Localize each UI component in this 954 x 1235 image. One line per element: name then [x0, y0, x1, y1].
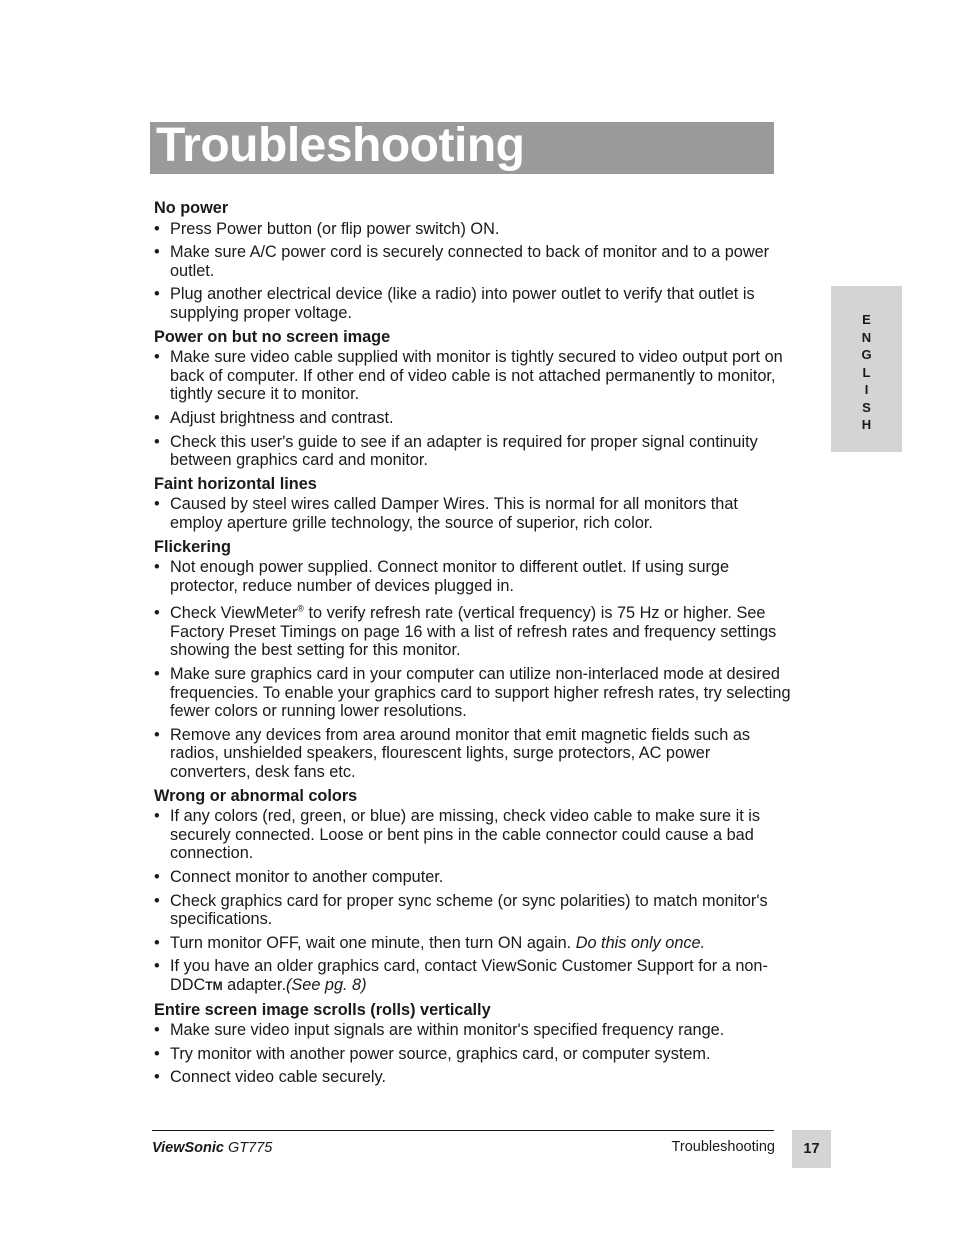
section-faint-lines — [154, 475, 794, 533]
section-heading: Entire screen image scrolls (rolls) vertically — [154, 1000, 491, 1019]
bullet-text: adapter. — [222, 975, 286, 994]
bullet-item — [154, 604, 794, 660]
section-heading: Faint horizontal lines — [154, 474, 317, 493]
bullet-item: • Connect monitor to another computer. — [154, 868, 794, 887]
bullet-item: • Adjust brightness and contrast. — [154, 409, 794, 428]
bullet-item: • Caused by steel wires called Damper Wires. This is normal for all monitors that employ aperture grille technology, the source of superior, rich color. — [154, 495, 794, 532]
bullet-item: • Press Power button (or flip power switch) ON. — [154, 220, 794, 239]
bullet-list — [154, 558, 794, 782]
bullet-item: • Plug another electrical device (like a radio) into power outlet to verify that outlet is supplying proper voltage. — [154, 285, 794, 322]
model-name: GT775 — [228, 1140, 273, 1156]
language-letter: G — [861, 347, 872, 362]
section-flickering — [154, 538, 794, 782]
bullet-text: Check ViewMeter — [170, 604, 298, 623]
bullet-text: Turn monitor OFF, wait one minute, then turn ON again. — [170, 933, 576, 952]
bullet-item: • Check this user's guide to see if an adapter is required for proper signal continuity between graphics card and monitor. — [154, 433, 794, 470]
bullet-item: • Connect video cable securely. — [154, 1068, 794, 1087]
section-wrong-colors — [154, 787, 794, 996]
language-letter: I — [864, 382, 869, 397]
bullet-item: • If any colors (red, green, or blue) are missing, check video cable to make sure it is securely connected. Loose or bent pins in the cable connector could cause a bad connection. — [154, 807, 794, 863]
language-tab-label — [831, 311, 902, 434]
page-reference: (See pg. 8) — [285, 975, 367, 994]
language-letter: S — [862, 399, 871, 415]
page-title: Troubleshooting — [156, 119, 525, 172]
bullet-list — [154, 495, 794, 532]
troubleshooting-content — [154, 199, 794, 1092]
bullet-list — [154, 1021, 794, 1087]
footer-section-name: Troubleshooting — [671, 1139, 775, 1155]
section-no-power — [154, 199, 794, 323]
bullet-item — [154, 934, 794, 953]
bullet-item: • Try monitor with another power source, graphics card, or computer system. — [154, 1045, 794, 1064]
bullet-item: • Make sure video input signals are within monitor's specified frequency range. — [154, 1021, 794, 1040]
section-power-no-image — [154, 328, 794, 470]
bullet-item: • Not enough power supplied. Connect monitor to different outlet. If using surge protector, reduce number of devices plugged in. — [154, 558, 794, 595]
section-screen-scrolls — [154, 1001, 794, 1087]
language-letter: E — [862, 312, 871, 327]
footer-divider — [152, 1130, 774, 1131]
bullet-item: • Check graphics card for proper sync scheme (or sync polarities) to match monitor's specifications. — [154, 892, 794, 929]
bullet-list — [154, 348, 794, 470]
bullet-item: • Make sure video cable supplied with monitor is tightly secured to video output port on back of computer. If other end of video cable is not attached permanently to monitor, tightly secure it to monitor. — [154, 348, 794, 404]
bullet-item: • Remove any devices from area around monitor that emit magnetic fields such as radios, unshielded speakers, flourescent lights, surge protectors, AC power converters, desk fans etc. — [154, 726, 794, 782]
language-letter: L — [862, 364, 871, 380]
section-heading: No power — [154, 199, 229, 217]
page-number: 17 — [792, 1130, 831, 1168]
emphasis-text: Do this only once. — [575, 933, 706, 952]
bullet-list — [154, 220, 794, 323]
bullet-text: If you have an older graphics card, contact ViewSonic Customer Support for a non-DDC — [170, 957, 768, 994]
bullet-item — [154, 957, 794, 995]
bullet-item: • Make sure graphics card in your computer can utilize non-interlaced mode at desired frequencies. To enable your graphics card to support higher refresh rates, try selecting fewer colors or running lower resolutions. — [154, 665, 794, 721]
language-tab — [831, 286, 902, 452]
footer-brand — [152, 1140, 272, 1156]
bullet-text: to verify refresh rate (vertical frequency) is 75 Hz or higher. See Factory Preset Timings on page 16 with a list of refresh rates and frequency settings showing the best setting for this monitor. — [170, 604, 777, 660]
section-heading: Power on but no screen image — [154, 327, 391, 346]
section-heading: Flickering — [154, 537, 231, 556]
language-letter: H — [861, 417, 872, 432]
brand-name: ViewSonic — [152, 1140, 224, 1156]
registered-mark: ® — [297, 603, 304, 614]
bullet-item: • Make sure A/C power cord is securely connected to back of monitor and to a power outlet. — [154, 243, 794, 280]
section-heading: Wrong or abnormal colors — [154, 786, 358, 805]
trademark-mark: TM — [205, 978, 223, 993]
bullet-list — [154, 807, 794, 995]
language-letter: N — [861, 329, 872, 345]
